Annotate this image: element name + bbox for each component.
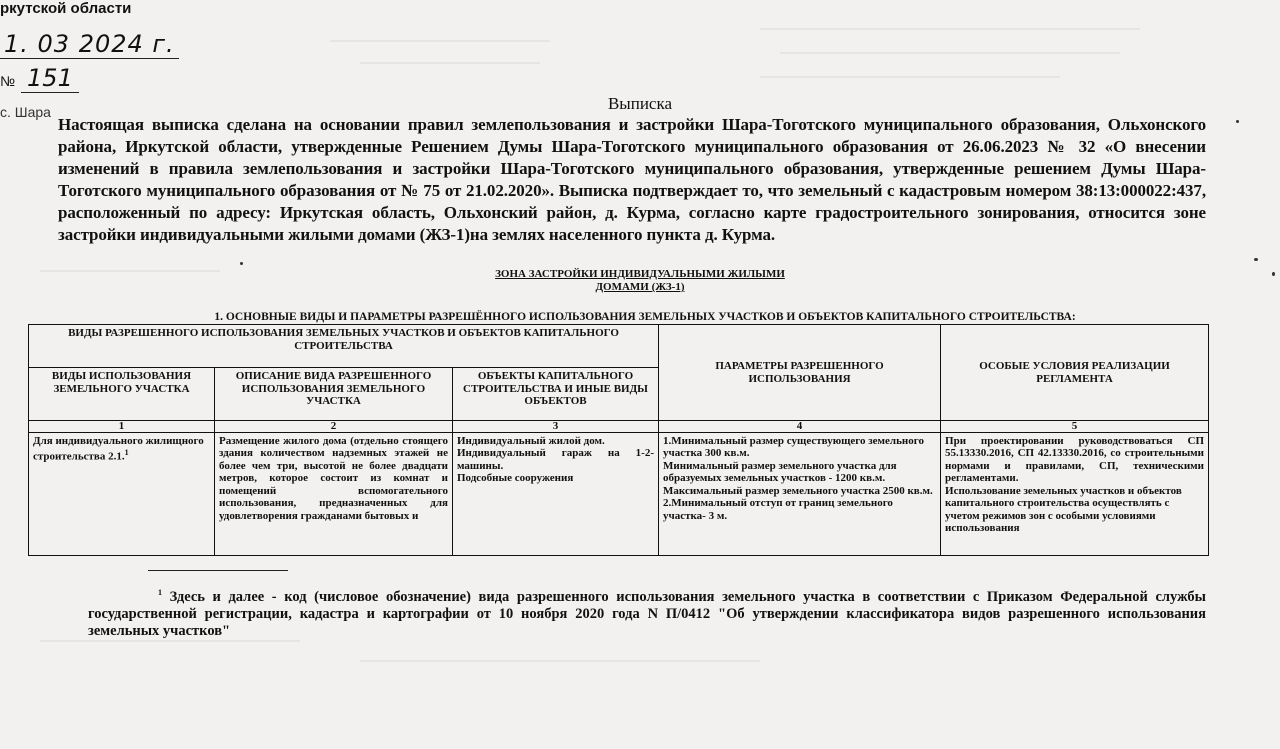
cell-parameters [659,432,941,555]
footnote [88,584,1206,640]
intro-paragraph: Настоящая выписка сделана на основании правил землепользования и застройки Шара-Тоготского муниципального образования, Ольхонского района, Иркутской области, утвержденные Решением Думы Шара-Тоготского муниципального образования от 26.06.2023 № 32 «О внесении изменений в правила землепользования и застройки Шара-Тоготского муниципального образования, утвержденные решением Думы Шара-Тоготского муниципального образования от № 75 от 21.02.2020». Выписка подтверждает то, что земельный с кадастровым номером 38:13:000022:437, расположенный по адресу: Иркутская область, Ольхонский район, д. Курма, согласно карте градостроительного зонирования, относится зоне застройки индивидуальными жилыми домами (ЖЗ-1)на землях населенного пункта д. Курма. [58,115,1206,244]
conditions-line-2: Использование земельных участков и объектов капитального строительства осуществлять с учетом режимов зон с особыми условиями использования [945,484,1182,535]
handwritten-number: 151 [21,64,79,93]
scan-speck [1254,258,1258,261]
cell-conditions [941,432,1209,555]
zone-heading-line-1: ЗОНА ЗАСТРОЙКИ ИНДИВИДУАЛЬНЫМИ ЖИЛЫМИ [495,268,785,280]
conditions-line-1: При проектировании руководствоваться СП 55.13330.2016, СП 42.13330.2016, со строительными нормами и правилами, СП, техническими регламентами. [945,434,1205,485]
col-number-5: 5 [941,421,1209,432]
footnote-text: Здесь и далее - код (числовое обозначение) вида разрешенного использования земельного участка в соответствии с Приказом Федеральной службы государственной регистрации, кадастра и картографии от 10 ноября 2020 года N П/0412 "Об утверждении классификатора видов разрешенного использования земельных участков" [88,588,1206,639]
objects-line-1: Индивидуальный жилой дом. [457,434,605,447]
zone-heading [0,268,1280,294]
params-line-2: Минимальный размер земельного участка для образуемых земельных участков - 1200 кв.м. [663,459,897,485]
params-line-1: 1.Минимальный размер существующего земельного участка 300 кв.м. [663,434,924,460]
use-type-text: Для индивидуального жилищного строительства 2.1. [33,434,204,463]
handwritten-date-text: 1. 03 2024 г. [0,30,179,59]
scan-speck [1236,120,1239,123]
col3-header: ОБЪЕКТЫ КАПИТАЛЬНОГО СТРОИТЕЛЬСТВА И ИНЫЕ ВИДЫ ОБЪЕКТОВ [453,368,659,421]
col4-header: ПАРАМЕТРЫ РАЗРЕШЕННОГО ИСПОЛЬЗОВАНИЯ [659,325,941,421]
col-number-2: 2 [215,421,453,432]
zone-heading-line-2: ДОМАМИ (ЖЗ-1) [595,281,685,293]
scan-speck [240,262,243,265]
regulation-table [28,324,1209,556]
col2-header: ОПИСАНИЕ ВИДА РАЗРЕШЕННОГО ИСПОЛЬЗОВАНИЯ ЗЕМЕЛЬНОГО УЧАСТКА [215,368,453,421]
cell-objects [453,432,659,555]
document-title: Выписка [607,94,673,113]
col-number-3: 3 [453,421,659,432]
col-number-1: 1 [29,421,215,432]
region-name-fragment: ркутской области [0,0,132,17]
use-type-footnote-ref: 1 [124,448,129,458]
col-number-4: 4 [659,421,941,432]
scan-speck [1272,272,1275,276]
handwritten-date [0,30,179,58]
params-line-4: 2.Минимальный отступ от границ земельного участка- 3 м. [663,497,893,522]
cell-description: Размещение жилого дома (отдельно стоящего здания количеством надземных этажей не более чем три, высотой не более двадцати метров, которое состоит из комнат и помещений вспомогательного использования, предназначенных для удовлетворения гражданами бытовых и [215,432,453,555]
objects-line-3: Подсобные сооружения [457,472,574,485]
section-heading: 1. ОСНОВНЫЕ ВИДЫ И ПАРАМЕТРЫ РАЗРЕШЁННОГО ИСПОЛЬЗОВАНИЯ ЗЕМЕЛЬНЫХ УЧАСТКОВ И ОБЪЕКТОВ КАПИТАЛЬНОГО СТРОИТЕЛЬСТВА: [214,311,1076,323]
group-header-cell: ВИДЫ РАЗРЕШЕННОГО ИСПОЛЬЗОВАНИЯ ЗЕМЕЛЬНЫХ УЧАСТКОВ И ОБЪЕКТОВ КАПИТАЛЬНОГО СТРОИТЕЛЬСТВА [29,325,659,368]
footnote-marker: 1 [158,588,162,597]
objects-line-2: Индивидуальный гараж на 1-2-машины. [457,447,655,472]
col1-header: ВИДЫ ИСПОЛЬЗОВАНИЯ ЗЕМЕЛЬНОГО УЧАСТКА [29,368,215,421]
handwritten-number-line [0,64,79,92]
number-label: № [0,73,16,89]
footnote-separator [148,570,288,571]
village-name-fragment: с. Шара [0,104,51,120]
col5-header: ОСОБЫЕ УСЛОВИЯ РЕАЛИЗАЦИИ РЕГЛАМЕНТА [941,325,1209,421]
cell-use-type [29,432,215,555]
params-line-3: Максимальный размер земельного участка 2500 кв.м. [663,484,933,497]
